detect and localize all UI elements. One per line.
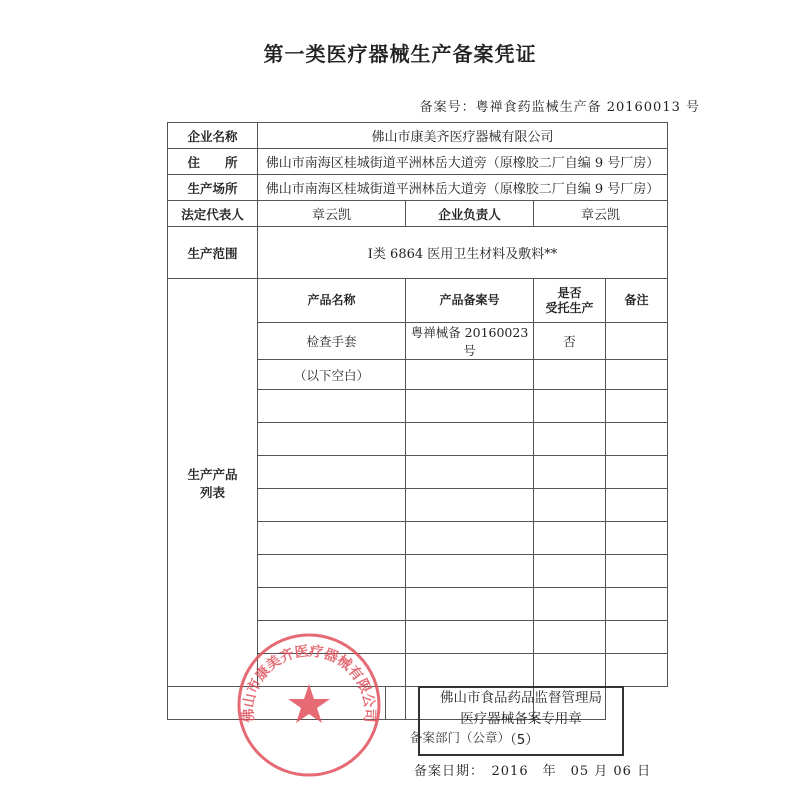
empty-cell bbox=[606, 555, 668, 588]
header-record-no: 产品备案号 bbox=[406, 279, 534, 323]
empty-cell bbox=[534, 456, 606, 489]
empty-cell bbox=[258, 522, 406, 555]
legal-rep-value: 章云凯 bbox=[258, 201, 406, 227]
registration-number: 备案号：粤禅食药监械生产备 20160013 号 bbox=[419, 100, 700, 115]
record-no-cell: 粤禅械备 20160023 号 bbox=[406, 323, 534, 360]
empty-cell bbox=[258, 489, 406, 522]
empty-cell bbox=[606, 588, 668, 621]
empty-cell bbox=[534, 555, 606, 588]
row-site bbox=[168, 175, 668, 201]
empty-cell bbox=[534, 390, 606, 423]
empty-cell bbox=[606, 654, 668, 687]
record-date: 备案日期： 2016 年 05 月 06 日 bbox=[414, 764, 652, 779]
empty-cell bbox=[534, 621, 606, 654]
agency-stamp-line1: 佛山市食品药品监督管理局 bbox=[440, 690, 602, 706]
certificate-table bbox=[167, 122, 668, 720]
manager-value: 章云凯 bbox=[534, 201, 668, 227]
agency-stamp-line2: 医疗器械备案专用章 bbox=[460, 711, 582, 727]
empty-cell bbox=[406, 423, 534, 456]
manager-label: 企业负责人 bbox=[406, 201, 534, 227]
empty-cell bbox=[406, 456, 534, 489]
header-entrusted-line1: 是否 bbox=[557, 285, 582, 300]
empty-cell bbox=[534, 654, 606, 687]
empty-cell bbox=[258, 588, 406, 621]
company-label: 企业名称 bbox=[168, 123, 258, 149]
empty-cell bbox=[406, 588, 534, 621]
record-no-cell bbox=[406, 360, 534, 390]
empty-cell bbox=[606, 456, 668, 489]
empty-cell bbox=[258, 423, 406, 456]
row-address bbox=[168, 149, 668, 175]
page-title: 第一类医疗器械生产备案凭证 bbox=[263, 42, 537, 66]
empty-cell bbox=[406, 654, 534, 687]
product-name-cell: 检查手套 bbox=[258, 323, 406, 360]
row-representatives bbox=[168, 201, 668, 227]
empty-cell bbox=[258, 390, 406, 423]
company-seal bbox=[236, 632, 382, 778]
product-header-row bbox=[168, 279, 668, 323]
site-label: 生产场所 bbox=[168, 175, 258, 201]
empty-cell bbox=[406, 390, 534, 423]
empty-cell bbox=[606, 522, 668, 555]
product-name-cell: （以下空白） bbox=[258, 360, 406, 390]
empty-cell bbox=[258, 555, 406, 588]
remark-cell bbox=[606, 360, 668, 390]
product-list-label bbox=[168, 279, 258, 687]
empty-cell bbox=[258, 456, 406, 489]
agency-stamp bbox=[418, 686, 624, 756]
empty-cell bbox=[534, 423, 606, 456]
product-list-label-line2: 列表 bbox=[199, 484, 225, 500]
product-list-label-line1: 生产产品 bbox=[187, 466, 238, 482]
company-seal-text: 佛山市康美齐医疗器械有限公司 bbox=[240, 643, 378, 723]
empty-cell bbox=[386, 687, 406, 720]
empty-cell bbox=[606, 621, 668, 654]
empty-cell bbox=[406, 621, 534, 654]
entrusted-cell bbox=[534, 360, 606, 390]
row-scope bbox=[168, 227, 668, 279]
empty-cell bbox=[534, 489, 606, 522]
department-label: 备案部门（公章） bbox=[410, 730, 511, 745]
scope-value: Ⅰ类 6864 医用卫生材料及敷料** bbox=[258, 227, 668, 279]
legal-rep-label: 法定代表人 bbox=[168, 201, 258, 227]
header-entrusted-line2: 受托生产 bbox=[545, 300, 594, 315]
entrusted-cell: 否 bbox=[534, 323, 606, 360]
header-product-name: 产品名称 bbox=[258, 279, 406, 323]
empty-cell bbox=[534, 522, 606, 555]
company-value: 佛山市康美齐医疗器械有限公司 bbox=[258, 123, 668, 149]
empty-cell bbox=[606, 423, 668, 456]
site-value: 佛山市南海区桂城街道平洲林岳大道旁（原橡胶二厂自编 9 号厂房） bbox=[258, 175, 668, 201]
empty-cell bbox=[406, 555, 534, 588]
row-company bbox=[168, 123, 668, 149]
address-value: 佛山市南海区桂城街道平洲林岳大道旁（原橡胶二厂自编 9 号厂房） bbox=[258, 149, 668, 175]
header-remark: 备注 bbox=[606, 279, 668, 323]
empty-cell bbox=[406, 489, 534, 522]
address-label: 住 所 bbox=[168, 149, 258, 175]
empty-cell bbox=[406, 522, 534, 555]
remark-cell bbox=[606, 323, 668, 360]
empty-cell bbox=[534, 588, 606, 621]
agency-stamp-line3: （5） bbox=[503, 732, 539, 748]
seal-star-icon bbox=[288, 684, 330, 723]
scope-label: 生产范围 bbox=[168, 227, 258, 279]
empty-cell bbox=[606, 489, 668, 522]
header-entrusted bbox=[534, 279, 606, 323]
empty-cell bbox=[606, 390, 668, 423]
